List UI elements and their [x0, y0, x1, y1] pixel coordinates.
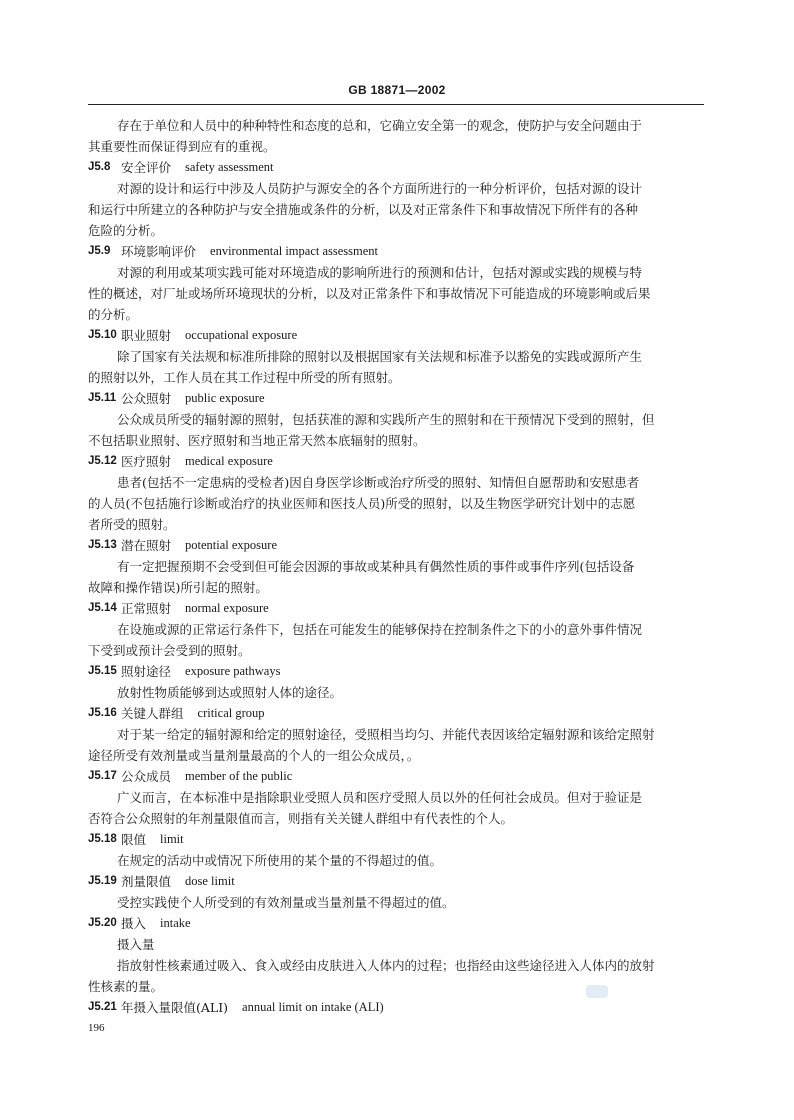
definition-line: 受控实践使个人所受到的有效剂量或当量剂量不得超过的值。 — [117, 895, 455, 910]
term-entry — [88, 997, 704, 1018]
watermark-icon — [586, 985, 608, 998]
definition-line: 广义而言，在本标准中是指除职业受照人员和医疗受照人员以外的任何社会成员。但对于验证是 — [117, 790, 643, 805]
term-english: limit — [160, 832, 184, 846]
definition-line: 和运行中所建立的各种防护与安全措施或条件的分析，以及对正常条件下和事故情况下所伴有的各种 — [88, 202, 639, 217]
term-english: dose limit — [185, 874, 235, 888]
definition-line: 除了国家有关法规和标准所排除的照射以及根据国家有关法规和标准予以豁免的实践或源所产生 — [117, 349, 643, 364]
definition-line: 的照射以外，工作人员在其工作过程中所受的所有照射。 — [88, 370, 401, 385]
definition-line: 性核素的量。 — [88, 979, 164, 994]
definition-line: 否符合公众照射的年剂量限值而言，则指有关关键人群组中有代表性的个人。 — [88, 811, 514, 826]
definition-line: 公众成员所受的辐射源的照射，包括获准的源和实践所产生的照射和在干预情况下受到的照射，但 — [117, 412, 655, 427]
definition-line: 其重要性而保证得到应有的重视。 — [88, 139, 276, 154]
term-number: J5.18 — [88, 833, 117, 845]
term-chinese: 环境影响评价 — [121, 244, 197, 259]
definition-line: 危险的分析。 — [88, 223, 164, 238]
term-entry — [88, 598, 704, 619]
definition-line: 的分析。 — [88, 307, 139, 322]
document-body — [88, 115, 704, 1018]
term-entry — [88, 451, 704, 472]
term-number: J5.10 — [88, 329, 117, 341]
term-entry — [88, 703, 704, 724]
definition-line: 对源的利用或某项实践可能对环境造成的影响所进行的预测和估计，包括对源或实践的规模与特 — [117, 265, 643, 280]
term-alias: 摄入量 — [117, 937, 155, 952]
term-number: J5.14 — [88, 602, 117, 614]
term-chinese: 公众照射 — [121, 391, 172, 406]
page-number: 196 — [88, 1022, 105, 1034]
term-entry — [88, 766, 704, 787]
term-chinese: 限值 — [121, 832, 147, 847]
definition-line: 下受到或预计会受到的照射。 — [88, 643, 251, 658]
term-entry — [88, 871, 704, 892]
term-number: J5.19 — [88, 875, 117, 887]
term-chinese: 医疗照射 — [121, 454, 172, 469]
term-chinese: 关键人群组 — [121, 706, 184, 721]
term-chinese: 摄入 — [121, 916, 147, 931]
term-chinese: 公众成员 — [121, 769, 172, 784]
definition-line: 对源的设计和运行中涉及人员防护与源安全的各个方面所进行的一种分析评价，包括对源的设计 — [117, 181, 643, 196]
definition-line: 放射性物质能够到达或照射人体的途径。 — [117, 685, 343, 700]
term-number: J5.20 — [88, 917, 117, 929]
definition-line: 患者(包括不一定患病的受检者)因自身医学诊断或治疗所受的照射、知情但自愿帮助和安慰患者 — [117, 475, 640, 490]
term-chinese: 年摄入量限值(ALI) — [121, 1000, 229, 1015]
definition-line: 对于某一给定的辐射源和给定的照射途径，受照相当均匀、并能代表因该给定辐射源和该给定照射 — [117, 727, 655, 742]
term-entry — [88, 913, 704, 934]
definition-line: 在设施或源的正常运行条件下，包括在可能发生的能够保持在控制条件之下的小的意外事件情况 — [117, 622, 643, 637]
definition-line: 有一定把握预期不会受到但可能会因源的事故或某种具有偶然性质的事件或事件序列(包括设备 — [117, 559, 635, 574]
term-english: member of the public — [185, 769, 293, 783]
definition-line: 者所受的照射。 — [88, 517, 176, 532]
term-english: occupational exposure — [185, 328, 298, 342]
term-entry — [88, 325, 704, 346]
term-english: intake — [160, 916, 191, 930]
term-chinese: 正常照射 — [121, 601, 172, 616]
term-number: J5.8 — [88, 161, 111, 173]
term-number: J5.11 — [88, 392, 117, 404]
term-entry — [88, 829, 704, 850]
header-rule — [88, 104, 704, 105]
standard-header: GB 18871—2002 — [348, 83, 446, 97]
term-entry — [88, 661, 704, 682]
term-english: medical exposure — [185, 454, 273, 468]
term-chinese: 安全评价 — [121, 160, 172, 175]
term-number: J5.13 — [88, 539, 117, 551]
definition-line: 不包括职业照射、医疗照射和当地正常天然本底辐射的照射。 — [88, 433, 426, 448]
term-chinese: 照射途径 — [121, 664, 172, 679]
term-chinese: 潜在照射 — [121, 538, 172, 553]
term-number: J5.15 — [88, 665, 117, 677]
definition-line: 在规定的活动中或情况下所使用的某个量的不得超过的值。 — [117, 853, 443, 868]
term-english: public exposure — [185, 391, 265, 405]
term-english: potential exposure — [185, 538, 278, 552]
term-english: annual limit on intake (ALI) — [242, 1000, 384, 1014]
term-chinese: 剂量限值 — [121, 874, 172, 889]
term-entry — [88, 388, 704, 409]
term-english: normal exposure — [185, 601, 269, 615]
definition-line: 的人员(不包括施行诊断或治疗的执业医师和医技人员)所受的照射，以及生物医学研究计划中的志愿 — [88, 496, 636, 511]
term-chinese: 职业照射 — [121, 328, 172, 343]
term-english: environmental impact assessment — [210, 244, 379, 258]
term-number: J5.12 — [88, 455, 117, 467]
term-entry — [88, 241, 704, 262]
term-english: safety assessment — [185, 160, 274, 174]
definition-line: 存在于单位和人员中的种种特性和态度的总和，它确立安全第一的观念，使防护与安全问题由于 — [117, 118, 643, 133]
term-entry — [88, 535, 704, 556]
term-number: J5.21 — [88, 1001, 117, 1013]
term-entry — [88, 157, 704, 178]
term-number: J5.16 — [88, 707, 117, 719]
term-english: critical group — [197, 706, 265, 720]
term-english: exposure pathways — [185, 664, 281, 678]
definition-line: 指放射性核素通过吸入、食入或经由皮肤进入人体内的过程；也指经由这些途径进入人体内的放射 — [117, 958, 655, 973]
definition-line: 性的概述，对厂址或场所环境现状的分析，以及对正常条件下和事故情况下可能造成的环境影响或后果 — [88, 286, 651, 301]
term-number: J5.17 — [88, 770, 117, 782]
term-number: J5.9 — [88, 245, 111, 257]
definition-line: 途径所受有效剂量或当量剂量最高的个人的一组公众成员，。 — [88, 748, 420, 763]
definition-line: 故障和操作错误)所引起的照射。 — [88, 580, 268, 595]
